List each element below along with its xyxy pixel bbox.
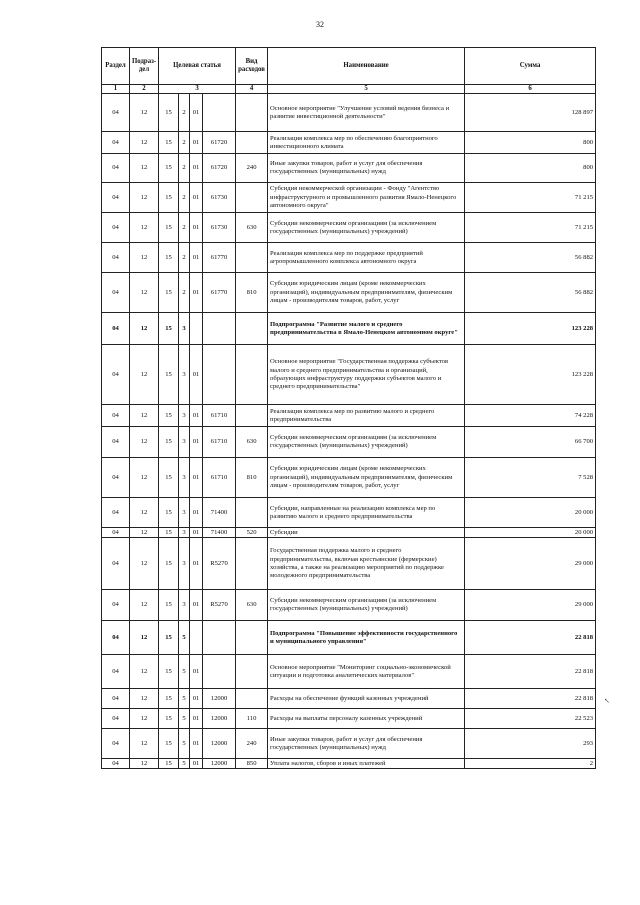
sum-cell: 56 882 — [465, 243, 596, 273]
direction-code-cell: 71400 — [203, 528, 236, 538]
program-code-cell: 15 — [159, 94, 179, 132]
razdel-cell: 04 — [102, 458, 130, 498]
direction-code-cell — [203, 345, 236, 405]
name-cell: Субсидии юридическим лицам (кроме некоммерческих организаций), индивидуальным предпринимателям, физическим лицам - производителям товаров, работ, услуг — [268, 273, 465, 313]
subprogram-code-cell: 3 — [179, 538, 190, 590]
subprogram-code-cell: 3 — [179, 427, 190, 458]
header-row — [102, 48, 596, 85]
subprogram-code-cell: 5 — [179, 759, 190, 769]
name-cell: Расходы на выплаты персоналу казенных учреждений — [268, 709, 465, 729]
razdel-cell: 04 — [102, 405, 130, 427]
podrazdel-cell: 12 — [130, 538, 159, 590]
podrazdel-cell: 12 — [130, 213, 159, 243]
podrazdel-cell: 12 — [130, 183, 159, 213]
razdel-cell: 04 — [102, 213, 130, 243]
sum-cell: 293 — [465, 729, 596, 759]
expense-type-cell — [236, 621, 268, 655]
name-cell: Субсидии, направленные на реализацию комплекса мер по развитию малого и среднего предпринимательства — [268, 498, 465, 528]
razdel-cell: 04 — [102, 94, 130, 132]
subprogram-code-cell: 5 — [179, 655, 190, 689]
sum-cell: 800 — [465, 154, 596, 183]
direction-code-cell: 12000 — [203, 689, 236, 709]
table-row — [102, 538, 596, 590]
subprogram-code-cell: 2 — [179, 183, 190, 213]
razdel-cell: 04 — [102, 345, 130, 405]
direction-code-cell: 61770 — [203, 273, 236, 313]
event-code-cell — [190, 621, 203, 655]
razdel-cell: 04 — [102, 689, 130, 709]
sum-cell: 22 523 — [465, 709, 596, 729]
sum-cell: 56 882 — [465, 273, 596, 313]
event-code-cell: 01 — [190, 689, 203, 709]
sum-cell: 123 228 — [465, 345, 596, 405]
table-row — [102, 213, 596, 243]
expense-type-cell — [236, 689, 268, 709]
direction-code-cell: 12000 — [203, 759, 236, 769]
expense-type-cell — [236, 538, 268, 590]
subprogram-code-cell: 2 — [179, 94, 190, 132]
program-code-cell: 15 — [159, 729, 179, 759]
subprogram-code-cell: 2 — [179, 132, 190, 154]
podrazdel-cell: 12 — [130, 759, 159, 769]
table-row — [102, 273, 596, 313]
col-number: 6 — [465, 85, 596, 94]
podrazdel-cell: 12 — [130, 427, 159, 458]
expense-type-cell — [236, 243, 268, 273]
program-code-cell: 15 — [159, 154, 179, 183]
direction-code-cell: 12000 — [203, 709, 236, 729]
header-sum: Сумма — [465, 48, 596, 85]
direction-code-cell: 71400 — [203, 498, 236, 528]
header-target-article: Целевая статья — [159, 48, 236, 85]
program-code-cell: 15 — [159, 538, 179, 590]
name-cell: Уплата налогов, сборов и иных платежей — [268, 759, 465, 769]
program-code-cell: 15 — [159, 213, 179, 243]
razdel-cell: 04 — [102, 498, 130, 528]
margin-mark: ↖ — [604, 697, 610, 705]
razdel-cell: 04 — [102, 528, 130, 538]
event-code-cell: 01 — [190, 405, 203, 427]
expense-type-cell: 520 — [236, 528, 268, 538]
name-cell: Расходы на обеспечение функций казенных учреждений — [268, 689, 465, 709]
sum-cell: 20 000 — [465, 498, 596, 528]
col-number: 3 — [159, 85, 236, 94]
col-number: 2 — [130, 85, 159, 94]
podrazdel-cell: 12 — [130, 709, 159, 729]
direction-code-cell: R5270 — [203, 590, 236, 621]
subprogram-code-cell: 5 — [179, 729, 190, 759]
table-row — [102, 427, 596, 458]
table-row — [102, 621, 596, 655]
event-code-cell: 01 — [190, 498, 203, 528]
table-row — [102, 528, 596, 538]
name-cell: Субсидии юридическим лицам (кроме некоммерческих организаций), индивидуальным предпринимателям, физическим лицам - производителям товаров, работ, услуг — [268, 458, 465, 498]
col-number: 1 — [102, 85, 130, 94]
sum-cell: 74 228 — [465, 405, 596, 427]
razdel-cell: 04 — [102, 132, 130, 154]
header-name: Наименование — [268, 48, 465, 85]
direction-code-cell: 61730 — [203, 183, 236, 213]
table-row — [102, 689, 596, 709]
event-code-cell: 01 — [190, 273, 203, 313]
direction-code-cell: 61730 — [203, 213, 236, 243]
sum-cell: 29 000 — [465, 590, 596, 621]
program-code-cell: 15 — [159, 273, 179, 313]
page-number: 32 — [316, 20, 324, 29]
direction-code-cell: 61710 — [203, 458, 236, 498]
podrazdel-cell: 12 — [130, 345, 159, 405]
table-row — [102, 132, 596, 154]
sum-cell: 22 818 — [465, 621, 596, 655]
name-cell: Субсидия некоммерческой организации - Фонду "Агентство инфраструктурного и промышленного развития Ямало-Ненецкого автономного округа" — [268, 183, 465, 213]
expense-type-cell — [236, 345, 268, 405]
table-row — [102, 729, 596, 759]
expense-type-cell: 630 — [236, 427, 268, 458]
podrazdel-cell: 12 — [130, 132, 159, 154]
program-code-cell: 15 — [159, 427, 179, 458]
event-code-cell: 01 — [190, 759, 203, 769]
subprogram-code-cell: 2 — [179, 273, 190, 313]
name-cell: Субсидии некоммерческим организациям (за исключением государственных (муниципальных) учреждений) — [268, 427, 465, 458]
program-code-cell: 15 — [159, 183, 179, 213]
podrazdel-cell: 12 — [130, 528, 159, 538]
expense-type-cell: 810 — [236, 273, 268, 313]
razdel-cell: 04 — [102, 759, 130, 769]
sum-cell: 7 528 — [465, 458, 596, 498]
subprogram-code-cell: 2 — [179, 243, 190, 273]
event-code-cell: 01 — [190, 538, 203, 590]
razdel-cell: 04 — [102, 655, 130, 689]
subprogram-code-cell: 3 — [179, 345, 190, 405]
podrazdel-cell: 12 — [130, 243, 159, 273]
name-cell: Подпрограмма "Повышение эффективности государственного и муниципального управления" — [268, 621, 465, 655]
direction-code-cell: 61720 — [203, 132, 236, 154]
expense-type-cell — [236, 498, 268, 528]
event-code-cell: 01 — [190, 709, 203, 729]
expense-type-cell: 630 — [236, 213, 268, 243]
podrazdel-cell: 12 — [130, 498, 159, 528]
name-cell: Государственная поддержка малого и среднего предпринимательства, включая крестьянские (фермерские) хозяйства, а также на реализацию мероприятий по поддержке молодежного предпринимательства — [268, 538, 465, 590]
subprogram-code-cell: 3 — [179, 528, 190, 538]
expense-type-cell: 110 — [236, 709, 268, 729]
podrazdel-cell: 12 — [130, 729, 159, 759]
direction-code-cell — [203, 313, 236, 345]
name-cell: Основное мероприятие "Государственная поддержка субъектов малого и среднего предпринимательства и организаций, образующих инфраструктуру поддержки субъектов малого и среднего предпринимательства" — [268, 345, 465, 405]
razdel-cell: 04 — [102, 154, 130, 183]
direction-code-cell: 61710 — [203, 427, 236, 458]
event-code-cell: 01 — [190, 183, 203, 213]
sum-cell: 71 215 — [465, 213, 596, 243]
expense-type-cell: 630 — [236, 590, 268, 621]
table-row — [102, 655, 596, 689]
table-row — [102, 709, 596, 729]
subprogram-code-cell: 5 — [179, 689, 190, 709]
sum-cell: 71 215 — [465, 183, 596, 213]
expense-type-cell — [236, 655, 268, 689]
program-code-cell: 15 — [159, 345, 179, 405]
table-row — [102, 498, 596, 528]
program-code-cell: 15 — [159, 621, 179, 655]
table-row — [102, 458, 596, 498]
program-code-cell: 15 — [159, 313, 179, 345]
event-code-cell: 01 — [190, 427, 203, 458]
expense-type-cell: 850 — [236, 759, 268, 769]
name-cell: Основное мероприятие "Улучшение условий ведения бизнеса и развитие инвестиционной деятельности" — [268, 94, 465, 132]
sum-cell: 29 000 — [465, 538, 596, 590]
event-code-cell: 01 — [190, 655, 203, 689]
sum-cell: 800 — [465, 132, 596, 154]
program-code-cell: 15 — [159, 498, 179, 528]
sum-cell: 123 228 — [465, 313, 596, 345]
podrazdel-cell: 12 — [130, 154, 159, 183]
program-code-cell: 15 — [159, 759, 179, 769]
expense-type-cell: 240 — [236, 154, 268, 183]
table-row — [102, 183, 596, 213]
podrazdel-cell: 12 — [130, 313, 159, 345]
col-number: 5 — [268, 85, 465, 94]
subprogram-code-cell: 5 — [179, 709, 190, 729]
expense-type-cell: 810 — [236, 458, 268, 498]
event-code-cell: 01 — [190, 154, 203, 183]
sum-cell: 128 897 — [465, 94, 596, 132]
table-row — [102, 313, 596, 345]
podrazdel-cell: 12 — [130, 94, 159, 132]
expense-type-cell — [236, 183, 268, 213]
column-number-row — [102, 85, 596, 94]
name-cell: Подпрограмма "Развитие малого и среднего предпринимательства в Ямало-Ненецком автономном округе" — [268, 313, 465, 345]
direction-code-cell: 12000 — [203, 729, 236, 759]
expense-type-cell — [236, 405, 268, 427]
table-row — [102, 154, 596, 183]
expense-type-cell — [236, 94, 268, 132]
table-row — [102, 345, 596, 405]
event-code-cell — [190, 313, 203, 345]
razdel-cell: 04 — [102, 273, 130, 313]
razdel-cell: 04 — [102, 729, 130, 759]
event-code-cell: 01 — [190, 243, 203, 273]
program-code-cell: 15 — [159, 590, 179, 621]
podrazdel-cell: 12 — [130, 458, 159, 498]
program-code-cell: 15 — [159, 405, 179, 427]
table-row — [102, 243, 596, 273]
header-expense-type: Вид расходов — [236, 48, 268, 85]
podrazdel-cell: 12 — [130, 590, 159, 621]
table-row — [102, 94, 596, 132]
col-number: 4 — [236, 85, 268, 94]
direction-code-cell: 61710 — [203, 405, 236, 427]
budget-table — [101, 47, 596, 769]
subprogram-code-cell: 2 — [179, 154, 190, 183]
razdel-cell: 04 — [102, 243, 130, 273]
direction-code-cell: R5270 — [203, 538, 236, 590]
razdel-cell: 04 — [102, 313, 130, 345]
razdel-cell: 04 — [102, 427, 130, 458]
subprogram-code-cell: 3 — [179, 458, 190, 498]
program-code-cell: 15 — [159, 132, 179, 154]
subprogram-code-cell: 3 — [179, 313, 190, 345]
name-cell: Субсидии некоммерческим организациям (за исключением государственных (муниципальных) учреждений) — [268, 213, 465, 243]
event-code-cell: 01 — [190, 528, 203, 538]
subprogram-code-cell: 3 — [179, 590, 190, 621]
event-code-cell: 01 — [190, 729, 203, 759]
name-cell: Реализация комплекса мер по развитию малого и среднего предпринимательства — [268, 405, 465, 427]
podrazdel-cell: 12 — [130, 689, 159, 709]
event-code-cell: 01 — [190, 590, 203, 621]
name-cell: Реализация комплекса мер по обеспечению благоприятного инвестиционного климата — [268, 132, 465, 154]
name-cell: Иные закупки товаров, работ и услуг для обеспечения государственных (муниципальных) нужд — [268, 729, 465, 759]
sum-cell: 20 000 — [465, 528, 596, 538]
subprogram-code-cell: 3 — [179, 405, 190, 427]
program-code-cell: 15 — [159, 655, 179, 689]
event-code-cell: 01 — [190, 458, 203, 498]
program-code-cell: 15 — [159, 528, 179, 538]
header-razdel: Раздел — [102, 48, 130, 85]
subprogram-code-cell: 2 — [179, 213, 190, 243]
subprogram-code-cell: 5 — [179, 621, 190, 655]
program-code-cell: 15 — [159, 458, 179, 498]
expense-type-cell: 240 — [236, 729, 268, 759]
podrazdel-cell: 12 — [130, 273, 159, 313]
expense-type-cell — [236, 313, 268, 345]
direction-code-cell — [203, 94, 236, 132]
sum-cell: 22 818 — [465, 655, 596, 689]
direction-code-cell: 61720 — [203, 154, 236, 183]
name-cell: Основное мероприятие "Мониторинг социально-экономической ситуации и подготовка аналитических материалов" — [268, 655, 465, 689]
direction-code-cell: 61770 — [203, 243, 236, 273]
direction-code-cell — [203, 621, 236, 655]
expense-type-cell — [236, 132, 268, 154]
sum-cell: 66 700 — [465, 427, 596, 458]
program-code-cell: 15 — [159, 243, 179, 273]
razdel-cell: 04 — [102, 183, 130, 213]
program-code-cell: 15 — [159, 709, 179, 729]
razdel-cell: 04 — [102, 590, 130, 621]
header-podrazdel: Подраз-дел — [130, 48, 159, 85]
name-cell: Субсидии некоммерческим организациям (за исключением государственных (муниципальных) учреждений) — [268, 590, 465, 621]
direction-code-cell — [203, 655, 236, 689]
name-cell: Субсидии — [268, 528, 465, 538]
table-row — [102, 590, 596, 621]
sum-cell: 2 — [465, 759, 596, 769]
event-code-cell: 01 — [190, 213, 203, 243]
program-code-cell: 15 — [159, 689, 179, 709]
event-code-cell: 01 — [190, 132, 203, 154]
event-code-cell: 01 — [190, 345, 203, 405]
podrazdel-cell: 12 — [130, 621, 159, 655]
table-row — [102, 759, 596, 769]
podrazdel-cell: 12 — [130, 655, 159, 689]
sum-cell: 22 818 — [465, 689, 596, 709]
razdel-cell: 04 — [102, 538, 130, 590]
razdel-cell: 04 — [102, 709, 130, 729]
razdel-cell: 04 — [102, 621, 130, 655]
event-code-cell: 01 — [190, 94, 203, 132]
name-cell: Иные закупки товаров, работ и услуг для обеспечения государственных (муниципальных) нужд — [268, 154, 465, 183]
podrazdel-cell: 12 — [130, 405, 159, 427]
table-row — [102, 405, 596, 427]
subprogram-code-cell: 3 — [179, 498, 190, 528]
name-cell: Реализация комплекса мер по поддержке предприятий агропромышленного комплекса автономного округа — [268, 243, 465, 273]
